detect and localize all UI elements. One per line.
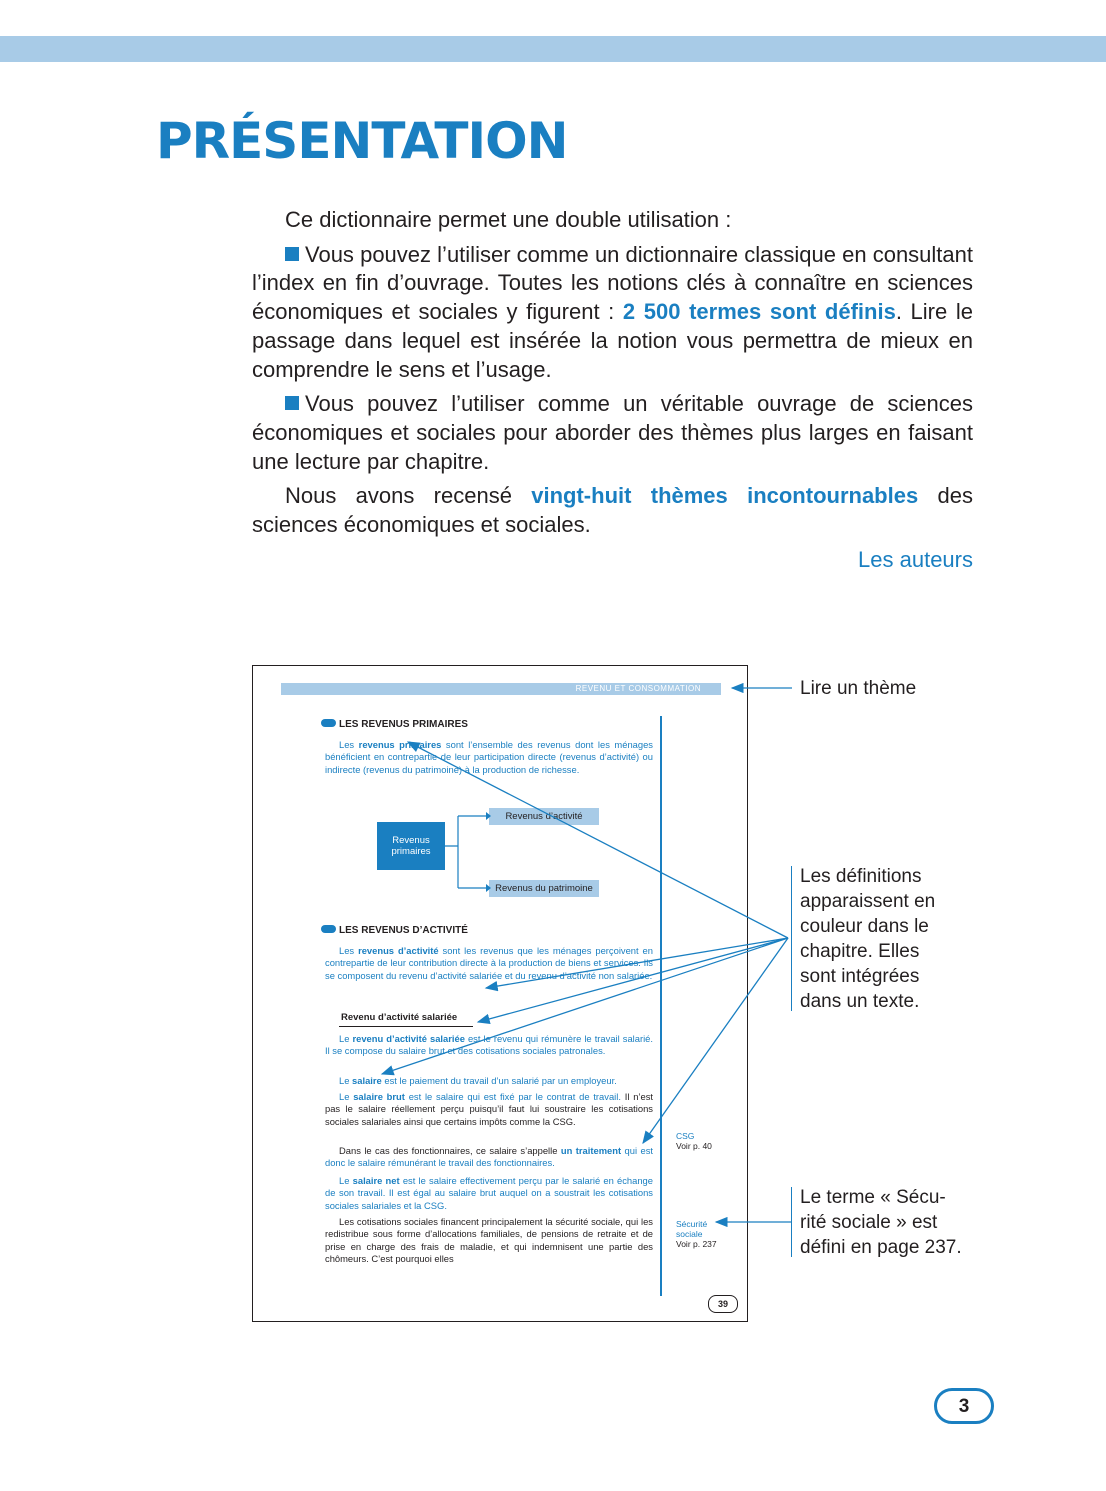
sample-paragraph-5: Le salaire brut est le salaire qui est fixé par le contrat de travail. Il n’est pas le salaire réellement perçu puisqu’il faut lui soustraire les cotisations sociales salariales ainsi que certains impôts comme la CSG. [325, 1091, 653, 1127]
sample-paragraph-8: Les cotisations sociales financent principalement la sécurité sociale, qui les redistribue sous forme d’allocations familiales, de pensions de retraite et de prise en charge des frais de maladie, et qui indemnisent une partie des chômeurs. C’est pourquoi elles [325, 1216, 653, 1264]
highlight-themes: vingt-huit thèmes incontournables [531, 483, 919, 509]
callout-read-theme: Lire un thème [800, 678, 917, 699]
signature: Les auteurs [858, 546, 973, 572]
page-title: PRÉSENTATION [156, 112, 568, 170]
diagram-target-patrimony: Revenus du patrimoine [489, 880, 599, 897]
intro-paragraph-3: Vous pouvez l’utiliser comme un véritable ouvrage de sciences économiques et sociales pour aborder des thèmes plus larges en faisant une lecture par chapitre. [252, 391, 973, 474]
diagram-source-box: Revenus primaires [377, 822, 445, 870]
margin-term-csg: CSG [676, 1131, 695, 1141]
sample-page-band: REVENU ET CONSOMMATION [281, 683, 721, 695]
sample-paragraph-1: Les revenus primaires sont l’ensemble des revenus dont les ménages bénéficient en contrepartie de leur participation directe (revenus d’activité) ou indirecte (revenus du patrimoine) à la production de richesse. [325, 739, 653, 775]
callout-term: Le terme « Sécu- rité sociale » est défini en page 237. [800, 1187, 962, 1258]
sample-page-number: 39 [708, 1295, 738, 1313]
callout-definitions: Les définitions apparaissent en couleur dans le chapitre. Elles sont intégrées dans un texte. [800, 866, 936, 1012]
sample-paragraph-3: Le revenu d’activité salariée est le revenu qui rémunère le travail salarié. Il se compose du salaire brut et des cotisations sociales patronales. [325, 1033, 653, 1057]
diagram-target-activity: Revenus d’activité [489, 808, 599, 825]
sample-subheading: Revenu d’activité salariée [341, 1012, 458, 1023]
intro-paragraph-4: Nous avons recensé vingt-huit thèmes incontournables des sciences économiques et sociales. [252, 483, 973, 538]
sample-paragraph-7: Le salaire net est le salaire effectivement perçu par le salarié en échange de son travail. Il est égal au salaire brut auquel on a soustrait les cotisations sociales salariales et la CSG. [325, 1175, 653, 1211]
intro-paragraph-1: Ce dictionnaire permet une double utilisation : [285, 207, 732, 232]
page-number: 3 [934, 1388, 994, 1424]
margin-ref-csg: Voir p. 40 [676, 1141, 712, 1151]
sample-section-heading-2: LES REVENUS D’ACTIVITÉ [321, 925, 468, 936]
highlight-terms-count: 2 500 termes sont définis [622, 299, 896, 325]
sample-paragraph-2: Les revenus d’activité sont les revenus que les ménages perçoivent en contrepartie de leur contribution directe à la production de biens et services. Ils se composent du revenu d’activité salariée et du revenu d’activité non salariée. [325, 945, 653, 981]
intro-paragraph-2: Vous pouvez l’utiliser comme un dictionnaire classique en consultant l’index en fin d’ouvrage. Toutes les notions clés à connaître en sciences économiques et sociales y figurent : 2 500 termes sont définis. Lire le passage dans lequel est insérée la notion vous permettra de mieux en comprendre le sens et l’usage. [252, 241, 973, 382]
margin-term-securite: Sécurité [676, 1219, 708, 1229]
margin-term-sociale: sociale [676, 1229, 703, 1239]
margin-ref-securite-sociale: Voir p. 237 [676, 1239, 717, 1249]
sample-paragraph-4: Le salaire est le paiement du travail d’un salarié par un employeur. [339, 1075, 617, 1086]
sample-paragraph-6: Dans le cas des fonctionnaires, ce salaire s’appelle un traitement qui est donc le salaire rémunérant le travail des fonctionnaires. [325, 1145, 653, 1169]
sample-section-heading-1: LES REVENUS PRIMAIRES [321, 719, 468, 730]
